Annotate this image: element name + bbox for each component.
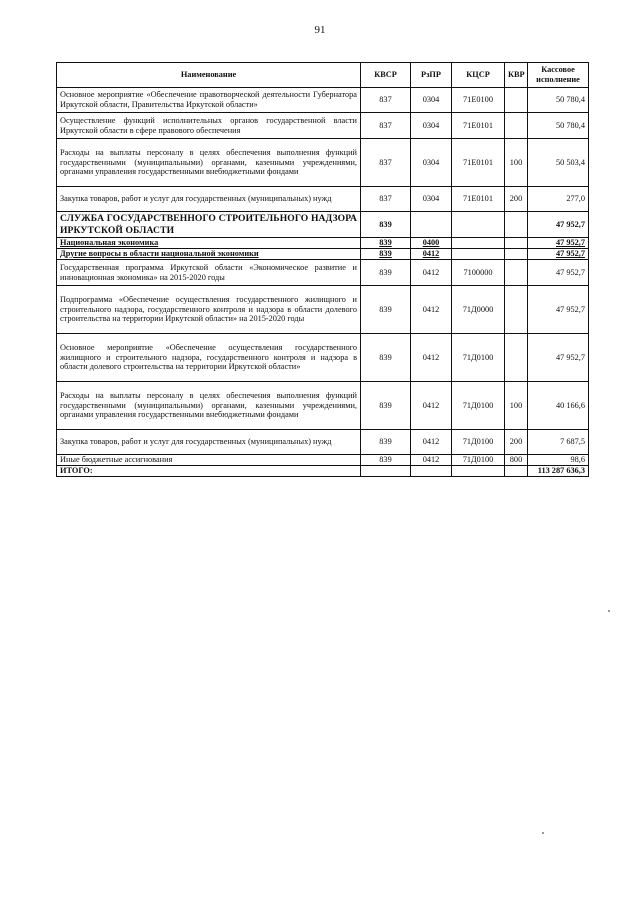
row-rzpr [411,212,452,238]
row-kcsr: 71Д0100 [452,334,505,382]
header-kvsr: КВСР [361,63,411,88]
row-amount: 7 687,5 [528,430,589,455]
row-rzpr: 0412 [411,249,452,260]
row-rzpr: 0412 [411,455,452,466]
header-kcsr: КЦСР [452,63,505,88]
total-kcsr [452,466,505,477]
row-kvsr: 839 [361,260,411,286]
row-amount: 47 952,7 [528,238,589,249]
row-amount: 47 952,7 [528,334,589,382]
row-kvr [505,238,528,249]
row-rzpr: 0412 [411,260,452,286]
table-row [57,430,589,455]
row-amount: 47 952,7 [528,249,589,260]
row-kvsr: 837 [361,88,411,113]
row-kcsr: 7100000 [452,260,505,286]
row-kcsr: 71Д0100 [452,430,505,455]
row-amount: 277,0 [528,187,589,212]
row-kcsr: 71Е0100 [452,88,505,113]
row-kvr [505,88,528,113]
row-kvsr: 837 [361,187,411,212]
scan-speck [542,832,544,834]
row-amount: 50 503,4 [528,139,589,187]
row-kvr: 100 [505,139,528,187]
row-amount: 47 952,7 [528,286,589,334]
table-row [57,187,589,212]
row-kvr [505,113,528,139]
row-kvsr: 839 [361,286,411,334]
row-name: Закупка товаров, работ и услуг для государственных (муниципальных) нужд [57,430,361,455]
row-kvr [505,334,528,382]
page-number: 91 [314,24,326,36]
header-name: Наименование [57,63,361,88]
row-kvsr: 839 [361,249,411,260]
row-name: Расходы на выплаты персоналу в целях обеспечения выполнения функций государственными (муниципальными) органами, казенными учреждениями, органами управления государственными внебюджетными фондами [57,382,361,430]
row-rzpr: 0304 [411,113,452,139]
total-amount: 113 287 636,3 [528,466,589,477]
row-name: Подпрограмма «Обеспечение осуществления государственного жилищного и строительного надзора, государственного контроля и надзора в области долевого строительства на территории Иркутской области» на 2015-2020 годы [57,286,361,334]
table-row [57,286,589,334]
row-kvr: 200 [505,187,528,212]
row-amount: 40 166,6 [528,382,589,430]
row-kcsr [452,249,505,260]
header-kvr: КВР [505,63,528,88]
row-amount: 50 780,4 [528,113,589,139]
row-kcsr [452,212,505,238]
total-kvsr [361,466,411,477]
table-row-subsection [57,238,589,249]
row-kcsr: 71Е0101 [452,187,505,212]
table-row [57,260,589,286]
total-kvr [505,466,528,477]
row-rzpr: 0412 [411,334,452,382]
row-rzpr: 0412 [411,382,452,430]
row-name: Государственная программа Иркутской области «Экономическое развитие и инновационная экономика» на 2015-2020 годы [57,260,361,286]
row-kvr [505,249,528,260]
row-rzpr: 0304 [411,139,452,187]
row-kvsr: 839 [361,238,411,249]
row-name: СЛУЖБА ГОСУДАРСТВЕННОГО СТРОИТЕЛЬНОГО НАДЗОРА ИРКУТСКОЙ ОБЛАСТИ [57,212,361,238]
row-kvr [505,286,528,334]
row-kvr [505,260,528,286]
budget-table [56,62,589,477]
row-kvr: 800 [505,455,528,466]
row-kcsr: 71Д0000 [452,286,505,334]
row-name: Закупка товаров, работ и услуг для государственных (муниципальных) нужд [57,187,361,212]
row-amount: 98,6 [528,455,589,466]
row-name: Расходы на выплаты персоналу в целях обеспечения выполнения функций государственными (муниципальными) органами, казенными учреждениями, органами управления государственными внебюджетными фондами [57,139,361,187]
row-name: Осуществление функций исполнительных органов государственной власти Иркутской области в сфере правового обеспечения [57,113,361,139]
total-rzpr [411,466,452,477]
row-kcsr: 71Д0100 [452,455,505,466]
row-amount: 47 952,7 [528,260,589,286]
row-kvsr: 837 [361,139,411,187]
row-kcsr: 71Е0101 [452,139,505,187]
row-rzpr: 0304 [411,88,452,113]
row-name: Национальная экономика [57,238,361,249]
row-rzpr: 0412 [411,286,452,334]
table-row [57,382,589,430]
table-row [57,139,589,187]
row-kvsr: 839 [361,334,411,382]
row-rzpr: 0304 [411,187,452,212]
row-kvr: 200 [505,430,528,455]
row-rzpr: 0412 [411,430,452,455]
row-amount: 50 780,4 [528,88,589,113]
row-kcsr: 71Д0100 [452,382,505,430]
row-kvsr: 839 [361,430,411,455]
table-row-section [57,212,589,238]
total-label: ИТОГО: [57,466,361,477]
row-kvsr: 839 [361,382,411,430]
total-row [57,466,589,477]
row-kvr [505,212,528,238]
row-name: Другие вопросы в области национальной экономики [57,249,361,260]
header-rzpr: РзПР [411,63,452,88]
row-kvr: 100 [505,382,528,430]
row-name: Основное мероприятие «Обеспечение осуществления государственного жилищного и строительного надзора, государственного контроля и надзора в области долевого строительства на территории Иркутской области» [57,334,361,382]
table-row [57,88,589,113]
table-header-row [57,63,589,88]
row-rzpr: 0400 [411,238,452,249]
table-row [57,334,589,382]
row-amount: 47 952,7 [528,212,589,238]
scan-speck [608,610,610,612]
row-name: Основное мероприятие «Обеспечение правотворческой деятельности Губернатора Иркутской области, Правительства Иркутской области» [57,88,361,113]
table-row [57,113,589,139]
row-name: Иные бюджетные ассигнования [57,455,361,466]
row-kvsr: 839 [361,455,411,466]
table-row-subsection [57,249,589,260]
row-kcsr [452,238,505,249]
row-kvsr: 839 [361,212,411,238]
row-kcsr: 71Е0101 [452,113,505,139]
header-amount: Кассовое исполнение [528,63,589,88]
table-row [57,455,589,466]
row-kvsr: 837 [361,113,411,139]
